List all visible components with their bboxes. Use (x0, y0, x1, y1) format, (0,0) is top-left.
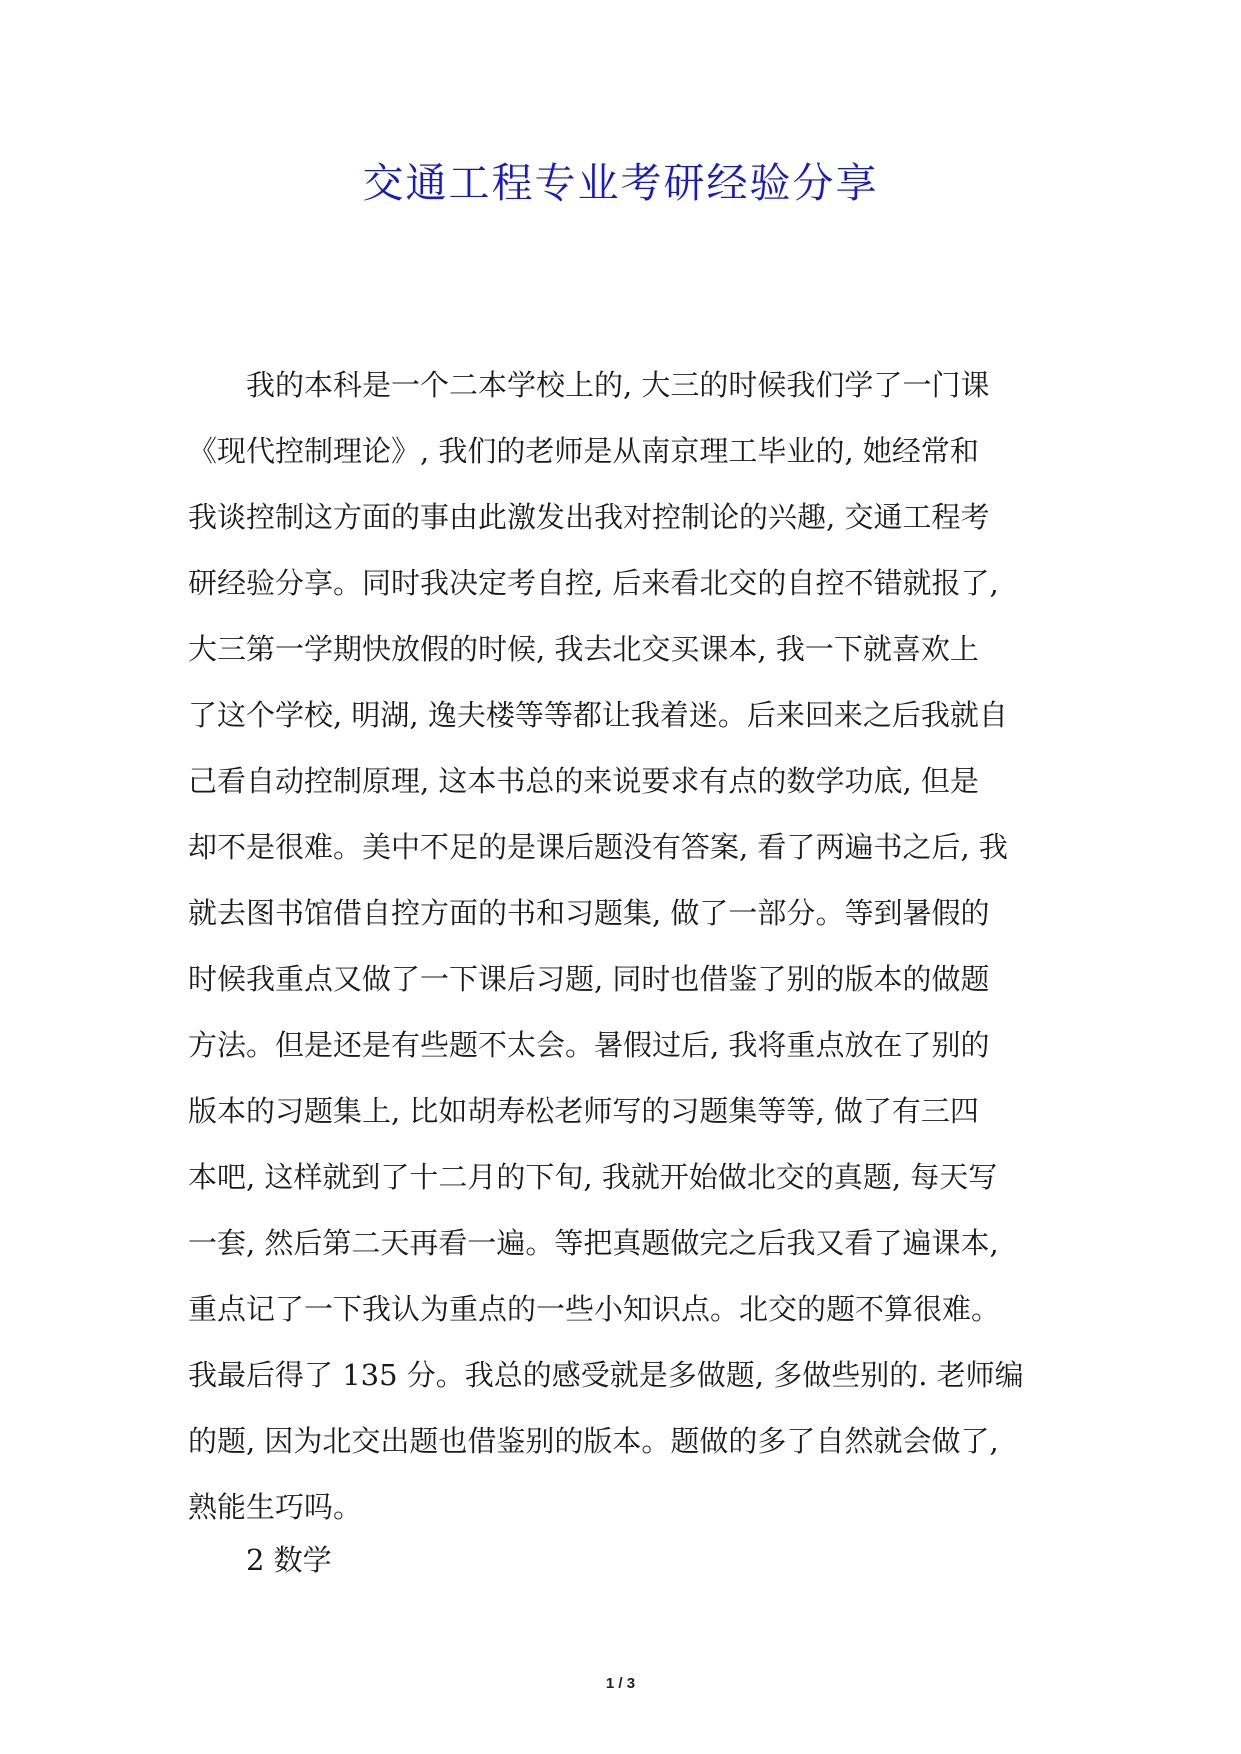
paragraph-line: 重点记了一下我认为重点的一些小知识点。北交的题不算很难。 (188, 1292, 1001, 1326)
section-heading: 2 数学 (246, 1543, 332, 1577)
paragraph-line: 熟能生巧吗。 (188, 1490, 363, 1524)
document-paragraph (188, 352, 1056, 1540)
paragraph-line: 我最后得了 135 分。我总的感受就是多做题, 多做些别的. 老师编 (188, 1358, 1024, 1392)
paragraph-line: 版本的习题集上, 比如胡寿松老师写的习题集等等, 做了有三四 (188, 1094, 979, 1128)
paragraph-line: 了这个学校, 明湖, 逸夫楼等等都让我着迷。后来回来之后我就自 (188, 698, 1008, 732)
page-number: 1 / 3 (605, 1675, 636, 1692)
document-title: 交通工程专业考研经验分享 (362, 159, 879, 207)
paragraph-line: 大三第一学期快放假的时候, 我去北交买课本, 我一下就喜欢上 (188, 632, 979, 666)
paragraph-line: 的题, 因为北交出题也借鉴别的版本。题做的多了自然就会做了, (188, 1424, 999, 1458)
paragraph-line: 己看自动控制原理, 这本书总的来说要求有点的数学功底, 但是 (188, 764, 979, 798)
paragraph-line: 研经验分享。同时我决定考自控, 后来看北交的自控不错就报了, (188, 566, 999, 600)
paragraph-line: 时候我重点又做了一下课后习题, 同时也借鉴了别的版本的做题 (188, 962, 990, 996)
paragraph-line: 一套, 然后第二天再看一遍。等把真题做完之后我又看了遍课本, (188, 1226, 999, 1260)
paragraph-line: 却不是很难。美中不足的是课后题没有答案, 看了两遍书之后, 我 (188, 830, 1008, 864)
paragraph-line: 方法。但是还是有些题不太会。暑假过后, 我将重点放在了别的 (188, 1028, 990, 1062)
paragraph-line: 《现代控制理论》, 我们的老师是从南京理工毕业的, 她经常和 (188, 434, 979, 468)
paragraph-line: 就去图书馆借自控方面的书和习题集, 做了一部分。等到暑假的 (188, 896, 990, 930)
paragraph-line: 本吧, 这样就到了十二月的下旬, 我就开始做北交的真题, 每天写 (188, 1160, 998, 1194)
paragraph-line: 我的本科是一个二本学校上的, 大三的时候我们学了一门课 (246, 368, 990, 402)
paragraph-line: 我谈控制这方面的事由此激发出我对控制论的兴趣, 交通工程考 (188, 500, 990, 534)
